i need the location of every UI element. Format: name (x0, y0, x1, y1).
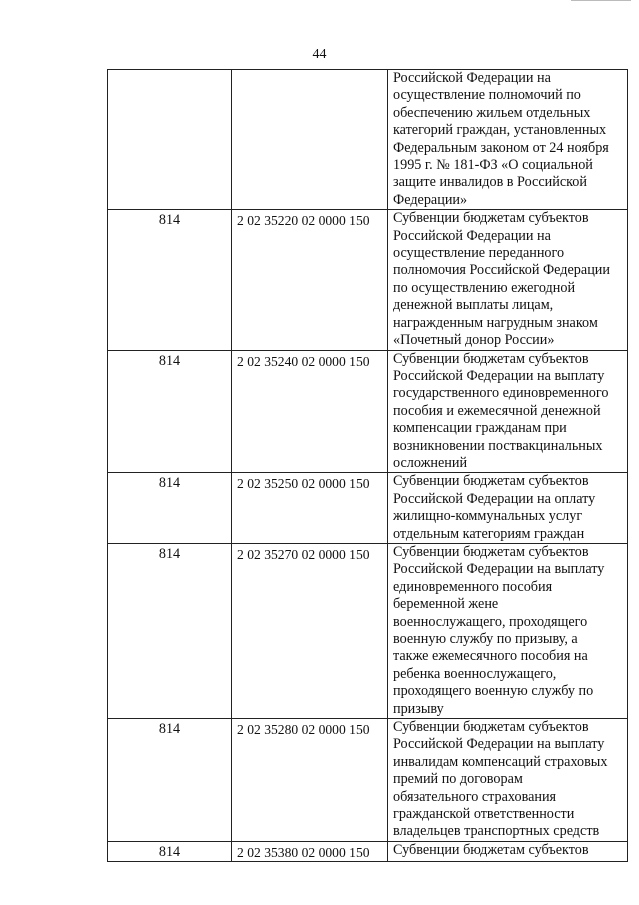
description-line: защите инвалидов в Российской (393, 174, 587, 191)
budget-code-cell: 2 02 35240 02 0000 150 (232, 350, 388, 473)
description-line: категорий граждан, установленных (393, 122, 607, 139)
description-cell (388, 350, 628, 473)
description-line: инвалидам компенсаций страховых (393, 753, 608, 770)
admin-code-cell: 814 (108, 719, 232, 842)
description-cell (388, 543, 628, 718)
description-line: военнослужащего, проходящего (393, 613, 588, 630)
description-line: Российской Федерации на (393, 227, 551, 244)
description-line: Российской Федерации на выплату (393, 367, 605, 384)
description-line: Субвенции бюджетам субъектов (393, 719, 589, 736)
admin-code-cell: 814 (108, 350, 232, 473)
description-line: Российской Федерации на (393, 70, 551, 86)
table-row (108, 473, 628, 544)
description-line: единовременного пособия (393, 578, 553, 595)
description-line: жилищно-коммунальных услуг (393, 508, 583, 525)
description-line: компенсации гражданам при (393, 420, 567, 437)
description-line: по осуществлению ежегодной (393, 279, 576, 296)
table-row (108, 70, 628, 210)
budget-code-cell: 2 02 35270 02 0000 150 (232, 543, 388, 718)
description-line: возникновении поствакцинальных (393, 437, 603, 454)
description-line: обеспечению жильем отдельных (393, 104, 591, 121)
budget-code-cell: 2 02 35250 02 0000 150 (232, 473, 388, 544)
description-line: Субвенции бюджетам субъектов (393, 210, 589, 227)
admin-code-cell: 814 (108, 210, 232, 350)
description-cell (388, 70, 628, 210)
description-line: 1995 г. № 181-ФЗ «О социальной (393, 157, 593, 174)
page-number: 44 (312, 47, 327, 62)
description-line: «Почетный донор России» (393, 332, 555, 349)
description-line: осуществление переданного (393, 245, 565, 262)
description-line: Федеральным законом от 24 ноября (393, 139, 609, 156)
description-line: Субвенции бюджетам субъектов (393, 543, 589, 560)
description-line: Субвенции бюджетам субъектов (393, 841, 589, 858)
scan-corner-mark (571, 0, 631, 4)
table-row (108, 719, 628, 842)
table-row (108, 543, 628, 718)
description-line: беременной жене (393, 596, 499, 613)
description-line: обязательного страхования (393, 788, 557, 805)
table-body (108, 70, 628, 862)
description-cell (388, 719, 628, 842)
description-line: денежной выплаты лицам, (393, 297, 554, 314)
table-row (108, 210, 628, 350)
description-line: Российской Федерации на оплату (393, 490, 596, 507)
description-line: Российской Федерации на выплату (393, 561, 605, 578)
description-line: Субвенции бюджетам субъектов (393, 473, 589, 490)
admin-code-cell: 814 (108, 841, 232, 861)
description-line: Российской Федерации на выплату (393, 736, 605, 753)
budget-code-cell: 2 02 35380 02 0000 150 (232, 841, 388, 861)
description-line: военную службу по призыву, а (393, 631, 578, 647)
description-line: проходящего военную службу по (393, 683, 594, 700)
description-line: осуществление полномочий по (393, 87, 581, 104)
description-cell (388, 210, 628, 350)
budget-code-cell: 2 02 35220 02 0000 150 (232, 210, 388, 350)
description-line: награжденным нагрудным знаком (393, 314, 598, 331)
admin-code-cell (108, 70, 232, 210)
table-row (108, 350, 628, 473)
budget-classification-table (107, 69, 628, 862)
description-line: полномочия Российской Федерации (393, 262, 610, 279)
description-line: ребенка военнослужащего, (393, 665, 557, 682)
description-line: владельцев транспортных средств (393, 823, 600, 840)
budget-code-cell: 2 02 35280 02 0000 150 (232, 719, 388, 842)
description-line: государственного единовременного (393, 385, 609, 402)
admin-code-cell: 814 (108, 473, 232, 544)
description-cell (388, 841, 628, 861)
description-line: отдельным категориям граждан (393, 525, 585, 542)
table-row (108, 841, 628, 861)
description-line: осложнений (393, 454, 468, 471)
description-line: Федерации» (393, 191, 468, 208)
description-line: пособия и ежемесячной денежной (393, 402, 601, 419)
description-cell (388, 473, 628, 544)
description-line: Субвенции бюджетам субъектов (393, 350, 589, 367)
description-line: призыву (393, 700, 444, 717)
description-line: гражданской ответственности (393, 806, 575, 823)
admin-code-cell: 814 (108, 543, 232, 718)
description-line: также ежемесячного пособия на (393, 648, 588, 665)
budget-code-cell (232, 70, 388, 210)
description-line: премий по договорам (393, 771, 523, 788)
